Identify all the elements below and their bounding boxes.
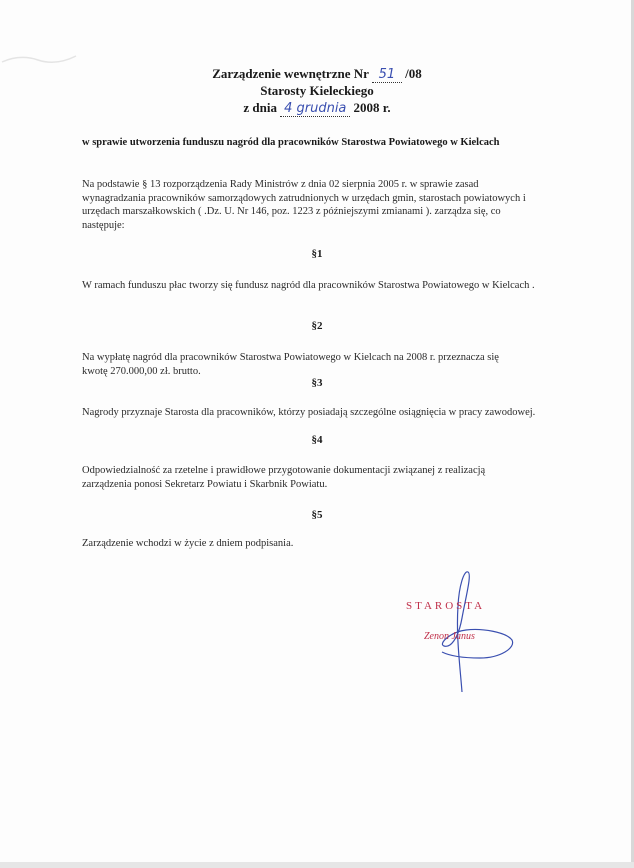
section-1-mark: §1 bbox=[311, 248, 323, 260]
subject-text: w sprawie utworzenia funduszu nagród dla pracowników Starostwa Powiatowego w Kielcach bbox=[82, 137, 500, 148]
header-title-prefix: Zarządzenie wewnętrzne Nr bbox=[212, 66, 369, 81]
stamp-name: Zenon Janus bbox=[424, 631, 475, 642]
section-2-mark: §2 bbox=[311, 320, 323, 332]
header-title-suffix: /08 bbox=[405, 66, 422, 81]
header-authority: Starosty Kieleckiego bbox=[260, 83, 374, 98]
section-2-text: Na wypłatę nagród dla pracowników Starostwa Powiatowego w Kielcach na 2008 r. przeznacza się kwotę 270.000,00 zł. brutto. bbox=[82, 352, 499, 377]
section-4-mark: §4 bbox=[311, 434, 323, 446]
section-1-text: W ramach funduszu płac tworzy się fundusz nagród dla pracowników Starostwa Powiatowego w Kielcach . bbox=[82, 280, 535, 291]
order-number-handwritten: 51 bbox=[372, 68, 402, 83]
intro-paragraph: Na podstawie § 13 rozporządzenia Rady Ministrów z dnia 02 sierpnia 2005 r. w sprawie zasad wynagradzania pracowników samorządowych zatrudnionych w urzędach gmin, starostach powiatowych i urzędach marszałkowskich ( .Dz. U. Nr 146, poz. 1223 z późniejszymi zmianami ). zarządza się, co następuje: bbox=[82, 179, 526, 231]
header-date-prefix: z dnia bbox=[243, 100, 277, 115]
header-line-3 bbox=[0, 100, 634, 117]
date-handwritten: 4 grudnia bbox=[280, 102, 350, 117]
faint-scan-mark bbox=[0, 48, 80, 68]
section-5-mark: §5 bbox=[311, 509, 323, 521]
section-5-text: Zarządzenie wchodzi w życie z dniem podpisania. bbox=[82, 538, 294, 549]
section-4-text: Odpowiedzialność za rzetelne i prawidłowe przygotowanie dokumentacji związanej z realizacją zarządzenia ponosi Sekretarz Powiatu i Skarbnik Powiatu. bbox=[82, 465, 486, 490]
scan-edge-bottom bbox=[0, 862, 634, 868]
header-date-suffix: 2008 r. bbox=[353, 100, 391, 115]
section-3-text: Nagrody przyznaje Starosta dla pracowników, którzy posiadają szczególne osiągnięcia w pracy zawodowej. bbox=[82, 407, 536, 418]
header-line-2 bbox=[0, 83, 634, 99]
stamp-title: STAROSTA bbox=[406, 600, 486, 612]
header-line-1 bbox=[0, 66, 634, 83]
section-3-mark: §3 bbox=[311, 377, 323, 389]
